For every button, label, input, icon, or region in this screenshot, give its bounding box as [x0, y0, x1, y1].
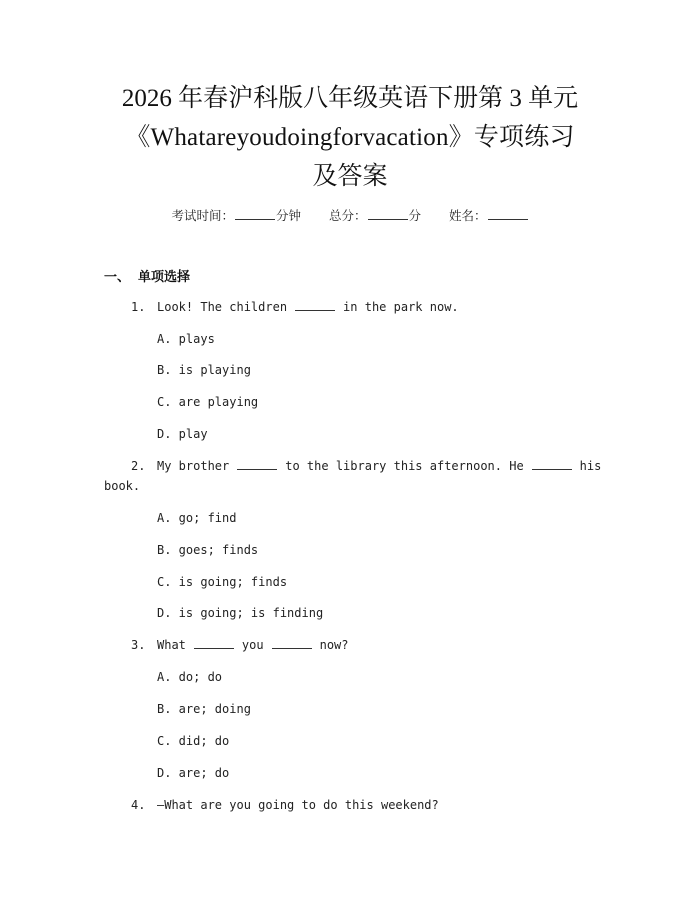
question-number: 2. [131, 459, 146, 473]
time-label: 考试时间： [171, 208, 234, 223]
document-title-line-2: 《Whatareyoudoingforvacation》专项练习 [125, 124, 575, 151]
option-d: D. is going; is finding [157, 606, 324, 620]
question-text: —What are you going to do this weekend? [157, 798, 439, 812]
option-b: B. goes; finds [157, 543, 259, 557]
document-title-line-3: 及答案 [312, 163, 388, 190]
question-number: 4. [131, 798, 146, 812]
question-text-part: in the park now. [343, 300, 459, 314]
answer-blank [295, 300, 335, 311]
question-text-part: now? [319, 638, 349, 652]
document-title-line-1: 2026 年春沪科版八年级英语下册第 3 单元 [121, 85, 579, 112]
question-number: 3. [131, 638, 146, 652]
question-text [157, 638, 349, 652]
question-number: 1. [131, 300, 146, 314]
score-unit: 分 [408, 208, 422, 223]
question-text [157, 459, 601, 473]
question-text-part: What [157, 638, 186, 652]
option-a: A. go; find [157, 511, 237, 525]
question-text-part: My brother [157, 459, 230, 473]
score-label: 总分： [328, 208, 367, 223]
exam-info-line [0, 206, 700, 224]
answer-blank [237, 459, 277, 470]
question-text-part: you [241, 638, 264, 652]
answer-blank [194, 638, 234, 649]
question-text-part: Look! The children [157, 300, 288, 314]
time-unit: 分钟 [275, 208, 301, 223]
option-c: C. are playing [157, 395, 259, 409]
score-blank [368, 207, 408, 220]
question-text [157, 300, 459, 314]
question-text-part: to the library this afternoon. He [285, 459, 524, 473]
section-heading [104, 266, 190, 285]
option-a: A. do; do [157, 670, 223, 684]
option-c: C. is going; finds [157, 575, 288, 589]
answer-blank [272, 638, 312, 649]
answer-blank [532, 459, 572, 470]
option-b: B. is playing [157, 363, 251, 377]
option-d: D. play [157, 427, 208, 441]
time-blank [235, 207, 275, 220]
question-text-part: his [579, 459, 602, 473]
option-d: D. are; do [157, 766, 230, 780]
section-title: 单项选择 [138, 270, 191, 285]
section-number: 一、 [104, 270, 131, 285]
option-b: B. are; doing [157, 702, 251, 716]
option-a: A. plays [157, 332, 215, 346]
name-blank [488, 207, 528, 220]
option-c: C. did; do [157, 734, 230, 748]
name-label: 姓名： [449, 208, 487, 223]
question-text-part: book. [104, 479, 141, 493]
